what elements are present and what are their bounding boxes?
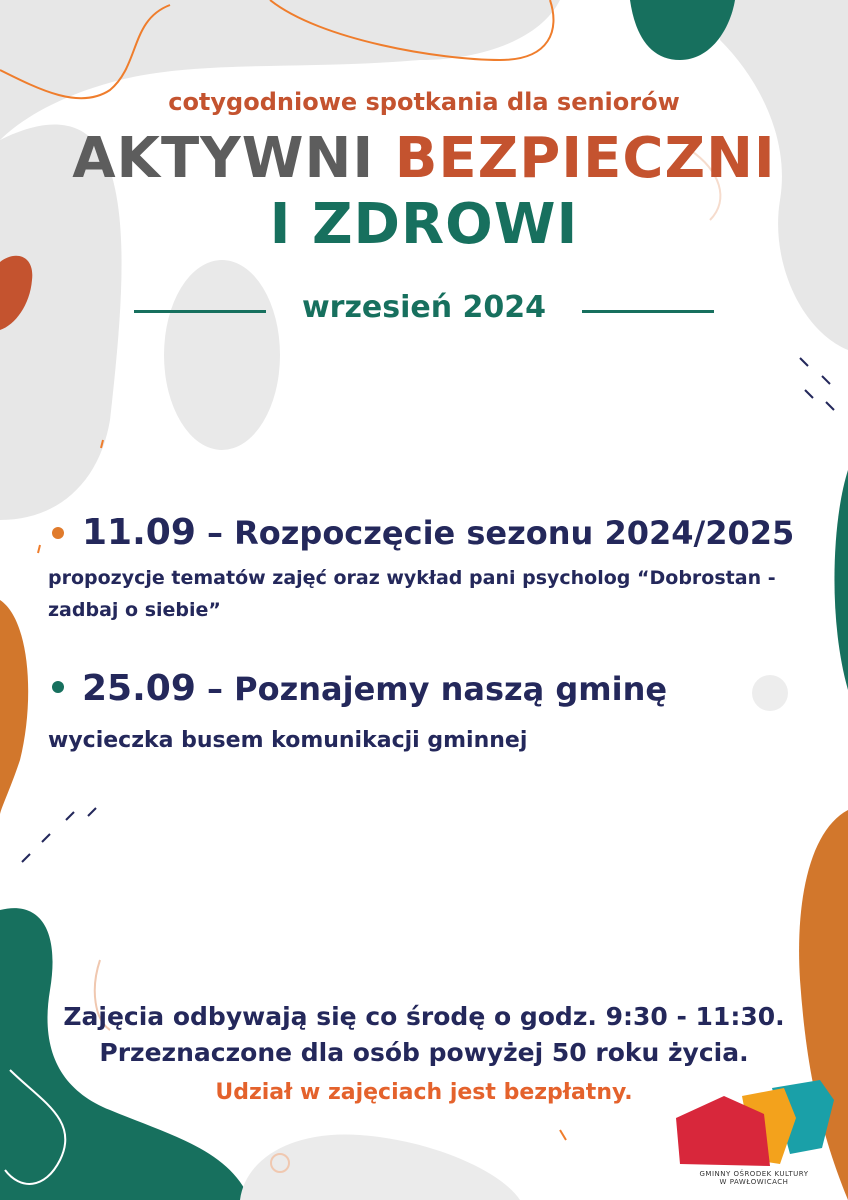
dashes-right [800,358,834,410]
title-word-bezpieczni: BEZPIECZNI [394,126,776,191]
month-divider-right [582,310,714,313]
grey-dot [752,675,788,711]
footer-audience: Przeznaczone dla osób powyżej 50 roku życia. [99,1038,749,1067]
orange-tick-3 [560,1130,566,1140]
dashes-left [22,808,96,862]
orange-tick-2 [38,545,40,553]
event-bullet-1 [52,527,64,539]
logo-house-icon [672,1078,836,1168]
month-label: wrzesień 2024 [301,290,547,325]
event-title-1 [82,512,794,553]
event-date-2: 25.09 [82,668,196,709]
event-desc-2 [48,725,527,757]
orange-blob-left [0,600,28,815]
title-word-aktywni: AKTYWNI [72,126,375,191]
event-desc-1-line2: zadbaj o siebie” [48,599,221,621]
poster-title-line2: I ZDROWI [269,192,579,257]
footer-schedule: Zajęcia odbywają się co środę o godz. 9:30 - 11:30. [63,1002,785,1031]
event-bullet-2 [52,681,64,693]
teal-blob-top [630,0,735,60]
event-dash-2: – [195,670,235,708]
poster-subtitle: cotygodniowe spotkania dla seniorów [168,88,680,116]
event-date-1: 11.09 [82,512,196,553]
gok-logo [672,1078,836,1190]
grey-blob-top [0,0,560,140]
month-banner [134,288,714,332]
event-desc-2-line1: wycieczka busem komunikacji gminnej [48,728,528,753]
logo-text-line1: GMINNY OŚRODEK KULTURY [699,1170,809,1178]
footer-free-note: Udział w zajęciach jest bezpłatny. [215,1080,633,1105]
grey-blob-bottom [240,1134,520,1200]
event-title-2 [82,668,667,709]
event-desc-1 [48,562,838,626]
event-name-1: Rozpoczęcie sezonu 2024/2025 [234,514,795,552]
event-name-2: Poznajemy naszą gminę [234,670,668,708]
poster-title-line1 [0,126,848,191]
logo-text-line2: W PAWŁOWICACH [719,1178,789,1186]
event-dash-1: – [195,514,235,552]
event-desc-1-line1: propozycje tematów zajęć oraz wykład pani psycholog “Dobrostan - [48,567,776,589]
